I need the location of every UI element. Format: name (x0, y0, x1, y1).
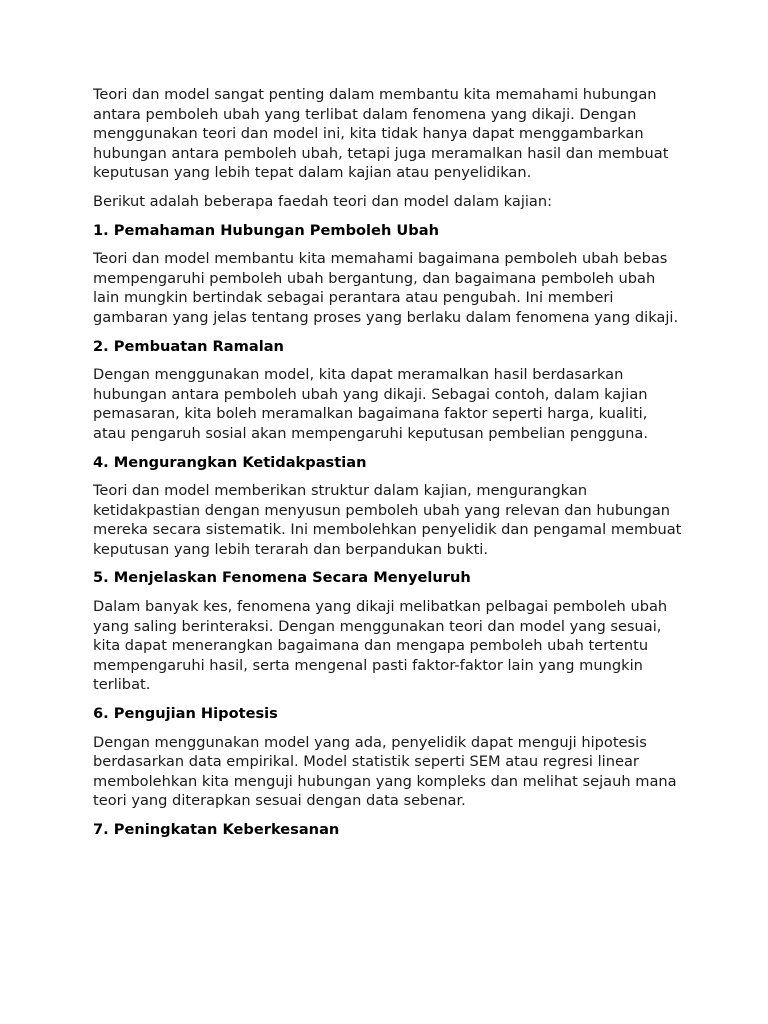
section-body: Teori dan model memberikan struktur dalam kajian, mengurangkan ketidakpastian dengan menyusun pemboleh ubah yang relevan dan hubungan mereka secara sistematik. Ini membolehkan penyelidik dan pengamal membuat keputusan yang lebih terarah dan berpandukan bukti. (93, 482, 682, 558)
section-heading: 7. Peningkatan Keberkesanan (93, 821, 340, 838)
section-body: Dengan menggunakan model yang ada, penyelidik dapat menguji hipotesis berdasarkan data empirikal. Model statistik seperti SEM atau regresi linear membolehkan kita menguji hubungan yang kompleks dan melihat sejauh mana teori yang diterapkan sesuai dengan data sebenar. (93, 733, 677, 810)
section-body: Dalam banyak kes, fenomena yang dikaji melibatkan pelbagai pemboleh ubah yang saling berinteraksi. Dengan menggunakan teori dan model yang sesuai, kita dapat menerangkan bagaimana dan mengapa pemboleh ubah tertentu mempengaruhi hasil, serta mengenal pasti faktor-faktor lain yang mungkin terlibat. (93, 598, 668, 694)
document-page (93, 85, 683, 849)
section-heading: 4. Mengurangkan Ketidakpastian (93, 453, 367, 471)
intro-paragraph: Teori dan model sangat penting dalam membantu kita memahami hubungan antara pemboleh ubah yang terlibat dalam fenomena yang dikaji. Dengan menggunakan teori dan model ini, kita tidak hanya dapat menggambarkan hubungan antara pemboleh ubah, tetapi juga meramalkan hasil dan membuat keputusan yang lebih tepat dalam kajian atau penyelidikan. (93, 86, 669, 182)
lead-paragraph: Berikut adalah beberapa faedah teori dan model dalam kajian: (93, 192, 553, 210)
section-heading: 5. Menjelaskan Fenomena Secara Menyeluruh (93, 569, 471, 587)
section-body: Teori dan model membantu kita memahami bagaimana pemboleh ubah bebas mempengaruhi pemboleh ubah bergantung, dan bagaimana pemboleh ubah lain mungkin bertindak sebagai perantara atau pengubah. Ini memberi gambaran yang jelas tentang proses yang berlaku dalam fenomena yang dikaji. (93, 250, 679, 326)
section-heading: 2. Pembuatan Ramalan (93, 337, 284, 355)
section-heading: 1. Pemahaman Hubungan Pemboleh Ubah (93, 221, 439, 239)
section-body: Dengan menggunakan model, kita dapat meramalkan hasil berdasarkan hubungan antara pemboleh ubah yang dikaji. Sebagai contoh, dalam kajian pemasaran, kita boleh meramalkan bagaimana faktor seperti harga, kualiti, atau pengaruh sosial akan mempengaruhi keputusan pembelian pengguna. (93, 366, 648, 442)
section-heading: 6. Pengujian Hipotesis (93, 705, 278, 723)
